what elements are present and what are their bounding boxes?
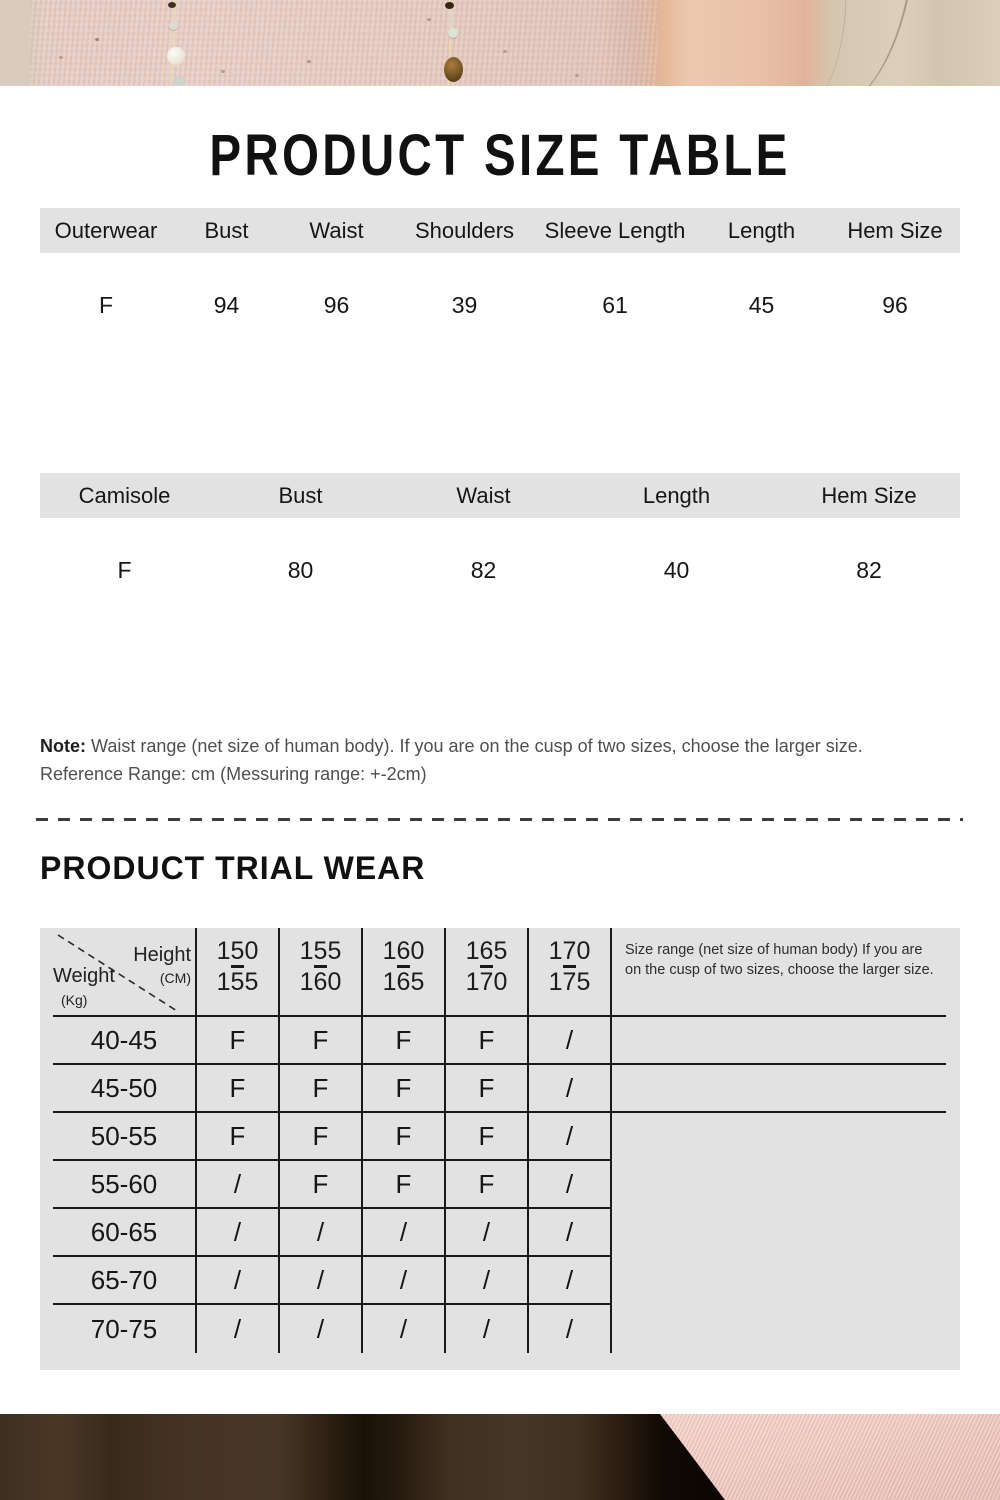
height-range-header: 165 170 (446, 928, 529, 1017)
note-label: Note: (40, 736, 86, 756)
trial-size-cell: / (280, 1305, 363, 1353)
trial-size-cell: / (529, 1161, 612, 1209)
trial-size-cell: F (363, 1161, 446, 1209)
height-range-header: 160 165 (363, 928, 446, 1017)
camisole-header-cell: Length (642, 482, 711, 508)
trial-size-cell: / (446, 1305, 529, 1353)
trial-size-cell: / (280, 1257, 363, 1305)
trial-size-cell: F (363, 1113, 446, 1161)
knit-speckles (95, 38, 99, 41)
outerwear-header-cell: Hem Size (847, 217, 943, 243)
necklace-bead (169, 21, 178, 30)
outerwear-header-cell: Bust (204, 217, 249, 243)
outerwear-value-cell: F (98, 291, 114, 318)
camisole-header-cell: Bust (278, 482, 323, 508)
trial-note-spacer (612, 1113, 946, 1161)
necklace-bead (168, 2, 176, 8)
trial-note-spacer (612, 1305, 946, 1353)
trial-size-cell: F (280, 1113, 363, 1161)
dashed-divider (36, 818, 963, 821)
outerwear-table-row (40, 282, 960, 328)
weight-range-label: 50-55 (53, 1113, 197, 1161)
trial-size-cell: F (446, 1065, 529, 1113)
outerwear-value-cell: 94 (213, 291, 240, 318)
trial-size-cell: F (363, 1017, 446, 1065)
trial-note-spacer (612, 1161, 946, 1209)
weight-range-label: 60-65 (53, 1209, 197, 1257)
weight-range-label: 65-70 (53, 1257, 197, 1305)
height-range-header: 170 175 (529, 928, 612, 1017)
note-line (40, 732, 863, 760)
trial-size-cell: F (280, 1161, 363, 1209)
height-axis-unit: (CM) (159, 970, 191, 986)
outerwear-header-cell: Sleeve Length (544, 217, 686, 243)
camisole-value-cell: F (117, 556, 132, 583)
camisole-value-cell: 40 (663, 556, 690, 583)
weight-range-label: 55-60 (53, 1161, 197, 1209)
necklace-bead (173, 76, 185, 86)
weight-axis-label: Weight (53, 965, 115, 987)
camisole-header-cell: Hem Size (821, 482, 917, 508)
outerwear-value-cell: 96 (882, 291, 908, 318)
trial-note-spacer (612, 1209, 946, 1257)
camisole-header-cell: Waist (456, 482, 511, 508)
pearl-bead (167, 47, 185, 65)
trial-size-cell: / (363, 1305, 446, 1353)
camisole-value-cell: 82 (856, 556, 882, 583)
trial-size-cell: / (529, 1209, 612, 1257)
top-product-photo (0, 0, 1000, 86)
trial-note-spacer (612, 1065, 946, 1113)
trial-size-cell: / (529, 1305, 612, 1353)
height-range-header: 150 155 (197, 928, 280, 1017)
camisole-table-header (40, 473, 960, 518)
trial-wear-title: PRODUCT TRIAL WEAR (40, 850, 426, 886)
trial-wear-grid (53, 928, 946, 1353)
trial-note-cell: Size range (net size of human body) If you are on the cusp of two sizes, choose the larger size. (612, 928, 946, 1017)
necklace-bead (448, 28, 458, 38)
height-axis-label: Height (133, 944, 191, 966)
pink-knit-fabric (30, 0, 658, 86)
trial-note-spacer (612, 1017, 946, 1065)
reference-line: Reference Range: cm (Messuring range: +-2cm) (40, 764, 427, 784)
trial-size-cell: F (280, 1065, 363, 1113)
trial-size-cell: / (529, 1257, 612, 1305)
trial-size-cell: / (280, 1209, 363, 1257)
trial-wear-table (40, 928, 960, 1370)
axis-header-cell (53, 928, 197, 1017)
trial-size-cell: F (446, 1017, 529, 1065)
trial-size-cell: / (363, 1257, 446, 1305)
outerwear-header-cell: Outerwear (54, 217, 158, 243)
trial-size-cell: F (446, 1113, 529, 1161)
camisole-value-cell: 80 (287, 556, 314, 583)
trial-size-cell: / (446, 1209, 529, 1257)
trial-size-cell: F (446, 1161, 529, 1209)
outerwear-header-cell: Length (727, 217, 796, 243)
brown-bead (444, 57, 463, 82)
pink-sleeve-fabric (0, 1414, 1000, 1500)
bottom-product-photo (0, 1414, 1000, 1500)
camisole-table-row (40, 547, 960, 593)
trial-size-cell: / (529, 1065, 612, 1113)
weight-range-label: 40-45 (53, 1017, 197, 1065)
trial-size-cell: / (363, 1209, 446, 1257)
size-table-title: PRODUCT SIZE TABLE (209, 123, 791, 188)
camisole-header-cell: Camisole (78, 482, 171, 508)
trial-size-cell: / (446, 1257, 529, 1305)
outerwear-value-cell: 61 (602, 291, 628, 318)
trial-size-cell: / (197, 1305, 280, 1353)
measurement-notes (40, 732, 863, 788)
outerwear-header-cell: Shoulders (414, 217, 515, 243)
trial-note-spacer (612, 1257, 946, 1305)
outerwear-value-cell: 39 (451, 291, 478, 318)
trial-size-cell: F (197, 1113, 280, 1161)
necklace-bead (448, 17, 454, 23)
trial-size-cell: / (529, 1017, 612, 1065)
outerwear-header-cell: Waist (309, 217, 364, 243)
weight-range-label: 70-75 (53, 1305, 197, 1353)
trial-size-cell: F (197, 1065, 280, 1113)
necklace-bead (445, 2, 454, 9)
weight-axis-unit: (Kg) (61, 992, 88, 1008)
outerwear-table-header (40, 208, 960, 253)
trial-size-cell: / (529, 1113, 612, 1161)
weight-range-label: 45-50 (53, 1065, 197, 1113)
outerwear-value-cell: 45 (748, 291, 775, 318)
trial-size-cell: F (363, 1065, 446, 1113)
camisole-value-cell: 82 (470, 556, 497, 583)
trial-size-cell: / (197, 1209, 280, 1257)
trial-size-cell: / (197, 1161, 280, 1209)
outerwear-value-cell: 96 (323, 291, 350, 318)
trial-size-cell: / (197, 1257, 280, 1305)
trial-size-cell: F (280, 1017, 363, 1065)
note-text: Waist range (net size of human body). If you are on the cusp of two sizes, choose the larger size. (86, 736, 863, 756)
trial-size-cell: F (197, 1017, 280, 1065)
height-range-header: 155 160 (280, 928, 363, 1017)
